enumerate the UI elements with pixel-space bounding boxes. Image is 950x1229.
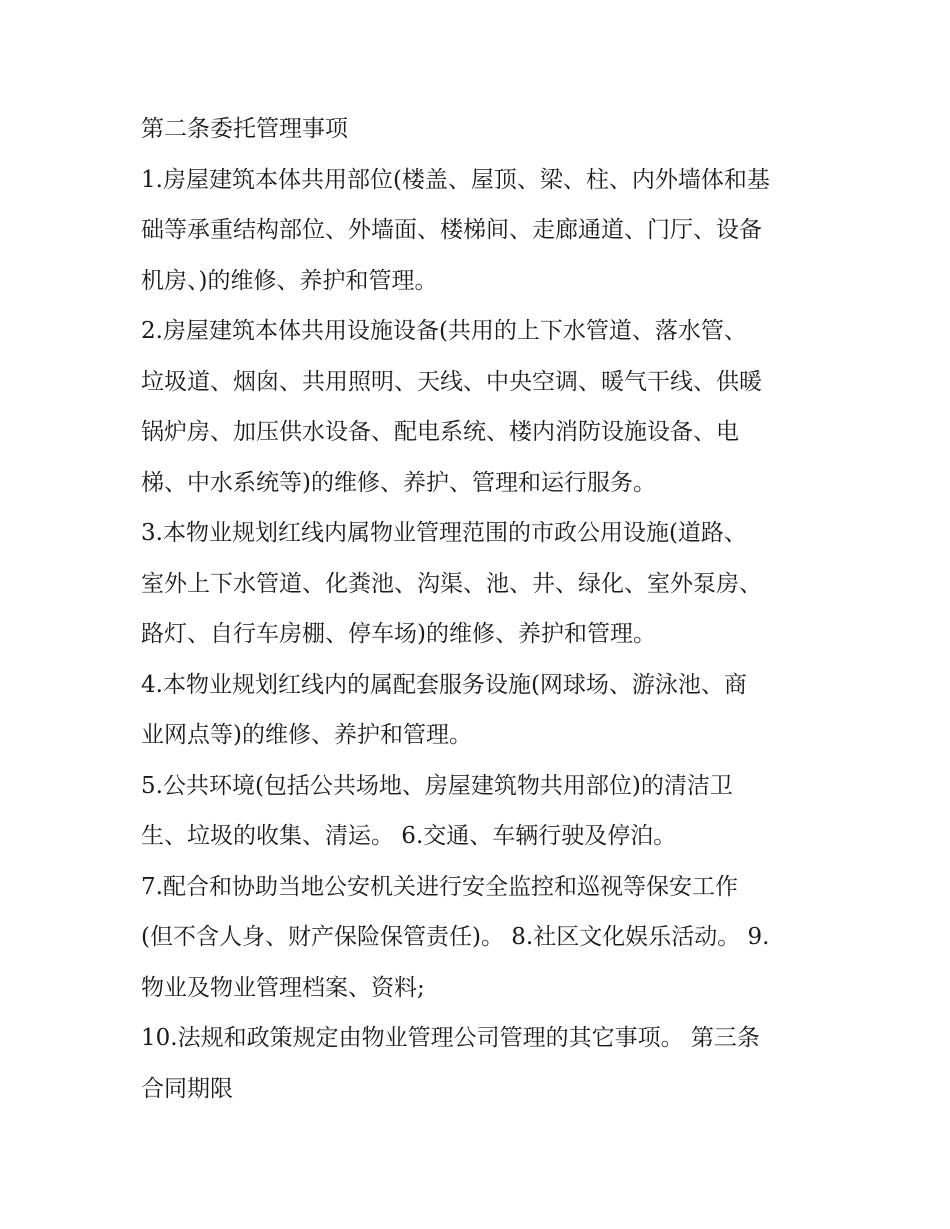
text-line: 合同期限: [141, 1075, 233, 1102]
contract-text: [141, 104, 821, 1114]
section-heading: 第二条委托管理事项: [141, 116, 348, 142]
text-line: 4.本物业规划红线内的属配套服务设施(网球场、游泳池、商: [141, 671, 747, 698]
text-line: 梯、中水系统等)的维修、养护、管理和运行服务。: [141, 469, 656, 496]
text-line: 路灯、自行车房棚、停车场)的维修、养护和管理。: [141, 621, 656, 647]
text-line: 锅炉房、加压供水设备、配电系统、楼内消防设施设备、电: [141, 419, 739, 445]
text-line: 10.法规和政策规定由物业管理公司管理的其它事项。 第三条: [141, 1025, 760, 1051]
text-line: 物业及物业管理档案、资料;: [141, 974, 425, 1001]
text-line: 5.公共环境(包括公共场地、房屋建筑物共用部位)的清洁卫: [141, 772, 733, 799]
text-line: 室外上下水管道、化粪池、沟渠、池、井、绿化、室外泵房、: [141, 570, 762, 597]
text-line: 1.房屋建筑本体共用部位(楼盖、屋顶、梁、柱、内外墙体和基: [141, 166, 770, 193]
text-line: (但不含人身、财产保险保管责任)。 8.社区文化娱乐活动。 9.: [141, 924, 770, 950]
text-line: 生、垃圾的收集、清运。 6.交通、车辆行驶及停泊。: [141, 823, 677, 849]
text-line: 7.配合和协助当地公安机关进行安全监控和巡视等保安工作: [141, 873, 738, 900]
text-line: 础等承重结构部位、外墙面、楼梯间、走廊通道、门厅、设备: [141, 217, 762, 243]
text-line: 2.房屋建筑本体共用设施设备(共用的上下水管道、落水管、: [141, 318, 747, 344]
text-line: 垃圾道、烟囱、共用照明、天线、中央空调、暖气干线、供暖: [141, 368, 762, 395]
text-line: 业网点等)的维修、养护和管理。: [141, 722, 472, 748]
text-line: 机房、)的维修、养护和管理。: [141, 267, 438, 294]
text-line: 3.本物业规划红线内属物业管理范围的市政公用设施(道路、: [141, 520, 747, 546]
